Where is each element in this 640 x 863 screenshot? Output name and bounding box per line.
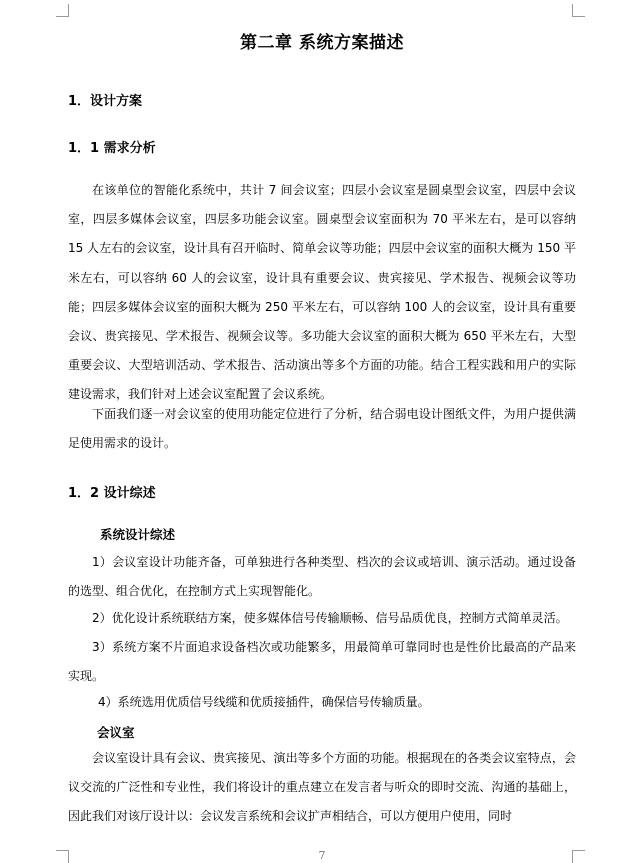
section-heading-design-plan: 1．设计方案 (68, 94, 143, 109)
chapter-title: 第二章 系统方案描述 (240, 33, 404, 53)
paragraph-meeting-room: 会议室设计具有会议、贵宾接见、演出等多个方面的功能。根据现在的各类会议室特点，会议交流的广泛性和专业性，我们将设计的重点建立在发言者与听众的即时交流、沟通的基础上，因此我们对该厅设计以：会议发言系统和会议扩声相结合，可以方便用户使用，同时 (68, 751, 576, 824)
subheading-system-design: 系统设计综述 (100, 527, 176, 542)
paragraph-requirements-2: 下面我们逐一对会议室的使用功能定位进行了分析，结合弱电设计图纸文件，为用户提供满足使用需求的设计。 (68, 407, 576, 451)
list-item-3: 3）系统方案不片面追求设备档次或功能繁多，用最简单可靠同时也是性价比最高的产品来实现。 (68, 640, 576, 684)
list-item-1: 1）会议室设计功能齐备，可单独进行各种类型、档次的会议或培训、演示活动。通过设备的选型、组合优化，在控制方式上实现智能化。 (68, 555, 576, 599)
section-heading-requirements: 1．1 需求分析 (68, 141, 156, 156)
page-number: 7 (318, 849, 326, 862)
document-page (68, 0, 576, 863)
paragraph-requirements-1: 在该单位的智能化系统中，共计 7 间会议室；四层小会议室是圆桌型会议室，四层中会议室，四层多媒体会议室，四层多功能会议室。圆桌型会议室面积为 70 平米左右，是可以容纳 15 人左右的会议室，设计具有召开临时、简单会议等功能；四层中会议室的面积大概为 150 平米左右，可以容纳 60 人的会议室，设计具有重要会议、贵宾接见、学术报告、视频会议等功能；四层多媒体会议室的面积大概为 250 平米左右，可以容纳 100 人的会议室，设计具有重要会议、贵宾接见、学术报告、视频会议等。多功能大会议室的面积大概为 650 平米左右，大型重要会议、大型培训活动、学术报告、活动演出等多个方面的功能。结合工程实践和用户的实际建设需求，我们针对上述会议室配置了会议系统。 (68, 183, 576, 402)
section-heading-design-summary: 1．2 设计综述 (68, 486, 156, 501)
list-item-2: 2）优化设计系统联结方案，使多媒体信号传输顺畅、信号品质优良，控制方式简单灵活。 (92, 611, 568, 625)
list-item-4: 4）系统选用优质信号线缆和优质接插件，确保信号传输质量。 (98, 695, 430, 709)
subheading-meeting-room: 会议室 (97, 725, 135, 740)
